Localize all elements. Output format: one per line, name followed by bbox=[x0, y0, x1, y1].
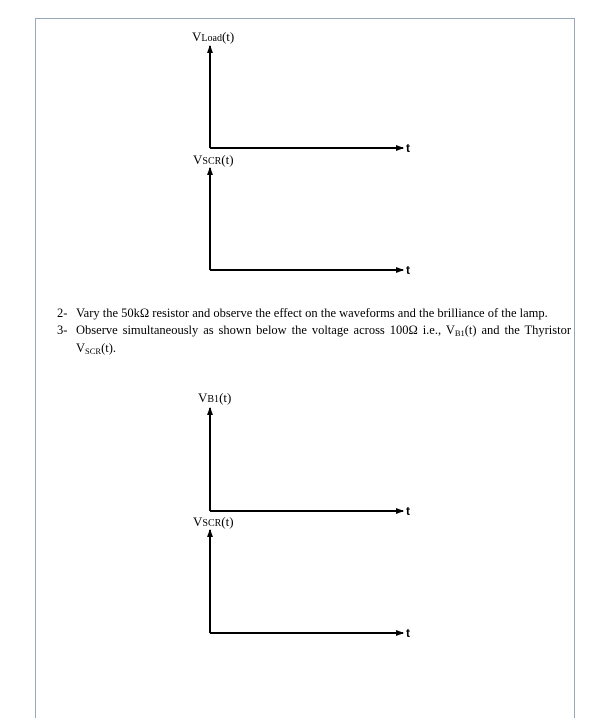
graph2-y-label: VSCR(t) bbox=[193, 152, 234, 167]
step-text: Observe simultaneously as shown below the voltage across 100Ω i.e., $V_{B1}(t)$ and the Thyristor $V_{SCR}(t)$. bbox=[76, 323, 571, 356]
step-2 bbox=[57, 306, 571, 321]
step-3 bbox=[57, 323, 571, 359]
step-text: Vary the 50kΩ resistor and observe the effect on the waveforms and the brilliance of the lamp. bbox=[76, 306, 548, 320]
instruction-steps bbox=[57, 306, 571, 359]
graph4-y-label: VSCR(t) bbox=[193, 514, 234, 529]
graph3-x-label: t bbox=[406, 504, 410, 518]
graph1-y-label: VLoad(t) bbox=[192, 29, 235, 44]
step-number: 3- bbox=[57, 323, 68, 337]
graph3-y-label: VB1(t) bbox=[198, 390, 232, 405]
graph4-x-label: t bbox=[406, 626, 410, 640]
graph2-x-label: t bbox=[406, 263, 410, 277]
step-number: 2- bbox=[57, 306, 68, 320]
graph1-x-label: t bbox=[406, 141, 410, 155]
